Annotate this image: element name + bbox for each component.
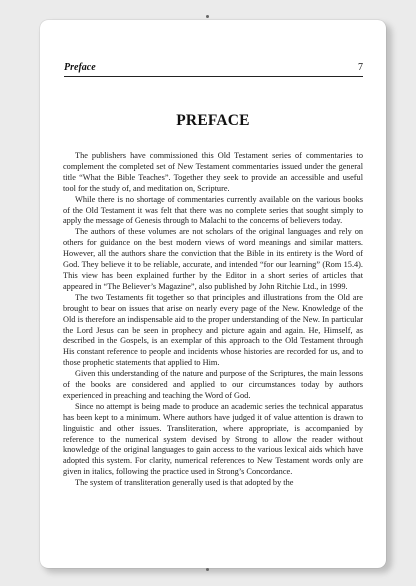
paragraph: The authors of these volumes are not scholars of the original languages and rely on others for guidance on the best modern views of word meanings and similar matters. However, all the authors share the conviction that the Bible in its entirety is the Word of God. They believe it to be reliable, accurate, and intended “for our learning” (Rom 15.4). This view has been explained further by the Editor in a short series of articles that appeared in “The Believer’s Magazine”, also published by John Ritchie Ltd., in 1999. — [63, 227, 363, 291]
page-number: 7 — [358, 62, 363, 73]
body-text — [63, 151, 363, 489]
paragraph: Given this understanding of the nature and purpose of the Scriptures, the main lessons of the books are considered and applied to our circumstances today by authors experienced in preaching and teaching the Word of God. — [63, 369, 363, 400]
page-heading: PREFACE — [176, 112, 250, 129]
paragraph: The two Testaments fit together so that principles and illustrations from the Old are brought to bear on issues that arise on nearly every page of the New. Knowledge of the Old is therefore an indispensable aid to the proper understanding of the New. In particular the Lord Jesus can be seen in prophecy and picture again and again. He, Himself, as described in the Gospels, is an exemplar of this approach to the Old Testament through His constant reference to people and incidents whose histories are recorded for us, and to those prophetic statements that applied to Him. — [63, 292, 363, 368]
page-bottom-marker — [206, 568, 209, 571]
paragraph: The system of transliteration generally used is that adopted by the — [75, 478, 294, 488]
book-page — [40, 20, 386, 568]
running-title: Preface — [64, 62, 96, 73]
paragraph: Since no attempt is being made to produce an academic series the technical apparatus has been kept to a minimum. Where authors have judged it of value attention is drawn to linguistic and other issues. Transliteration, where appropriate, is accompanied by reference to the numerical system devised by Strong to allow the reader without knowledge of the original languages to gain access to the various lexical aids which have adopted this system. For clarity, numerical references to New Testament words only are given in italics, following the practice used in Strong’s Concordance. — [63, 401, 363, 477]
running-header — [64, 62, 363, 77]
paragraph: The publishers have commissioned this Old Testament series of commentaries to complement the completed set of New Testament commentaries issued under the general title “What the Bible Teaches”. Together they seek to provide an accessible and useful tool for the study of, and meditation on, Scripture. — [63, 151, 363, 193]
page-top-marker — [206, 15, 209, 18]
paragraph: While there is no shortage of commentaries currently available on the various books of the Old Testament it was felt that there was no complete series that sought simply to apply the message of Genesis through to Malachi to the concerns of believers today. — [63, 194, 363, 226]
